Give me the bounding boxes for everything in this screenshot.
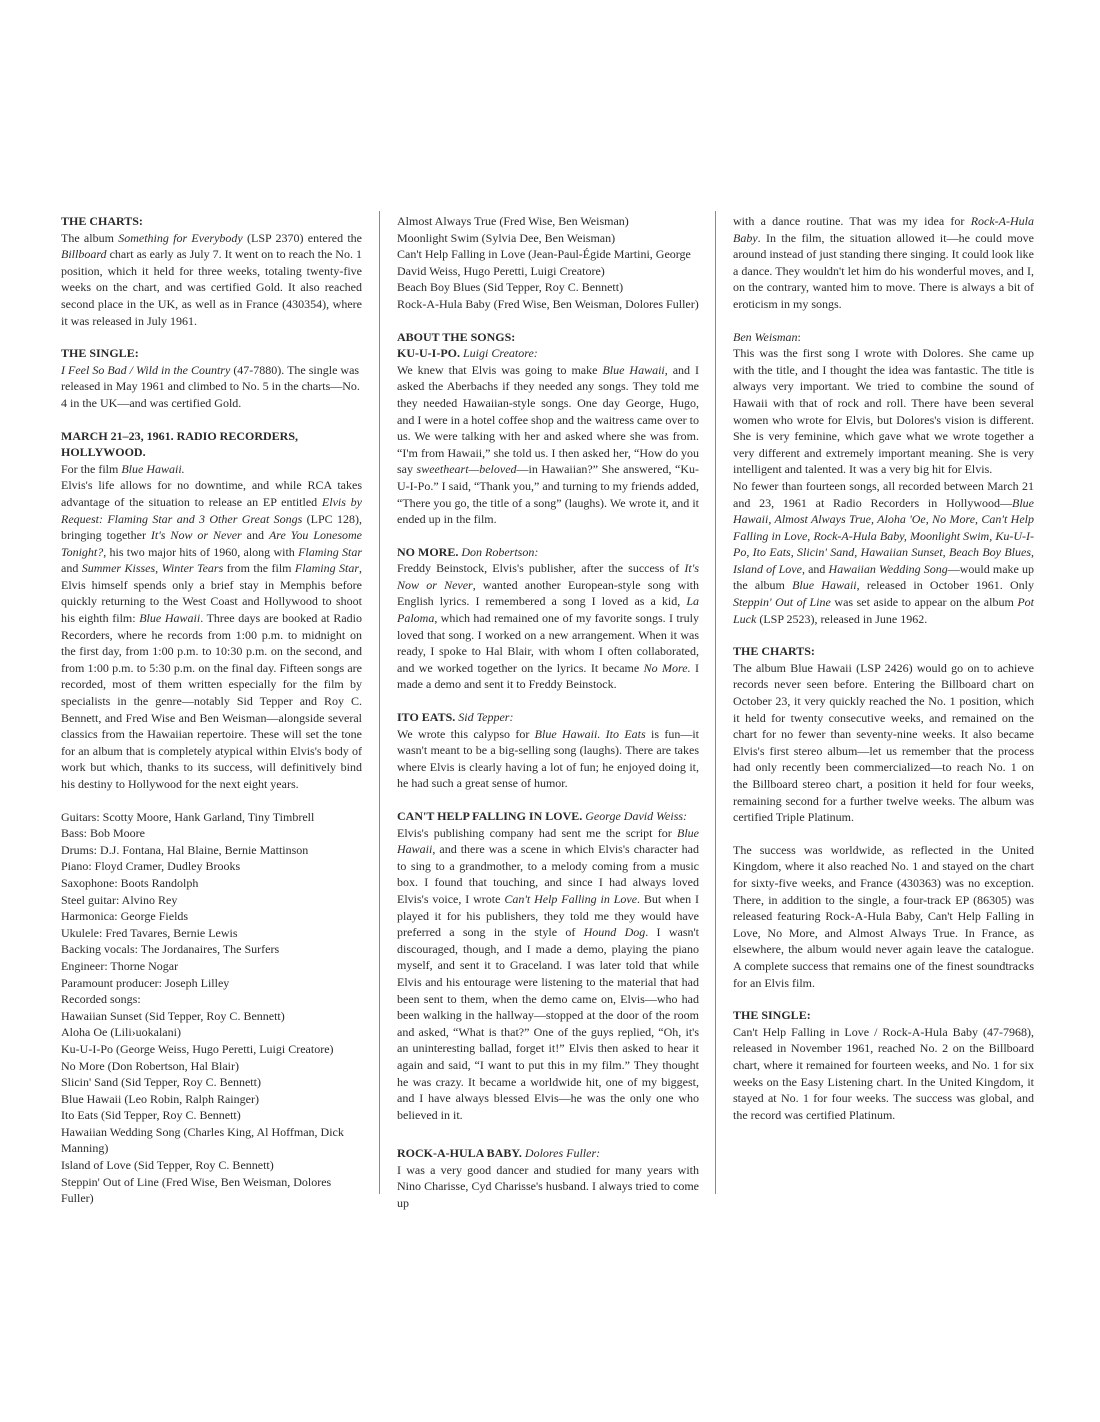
song-title: CAN'T HELP FALLING IN LOVE. bbox=[397, 809, 583, 823]
paragraph: We wrote this calypso for Blue Hawaii. Ito Eats is fun—it wasn't meant to be a big-selling song (laughs). There are takes where Elvis is clearly having a lot of fun; he enjoyed doing it, he had such a great sense of humor. bbox=[397, 726, 700, 791]
paragraph: The success was worldwide, as reflected in the United Kingdom, where it also reached No. 1 and stayed on the chart for sixty-five weeks, and France (430363) was no exception. There, in addition to the single, a four-track EP (86305) was released featuring Rock-A-Hula Baby, Can't Help Falling in Love, No More, and Almost Always True. In France, as elsewhere, the album would never again leave the catalogue. A complete success that remains one of the finest soundtracks for an Elvis film. bbox=[733, 842, 1034, 990]
song-author: Sid Tepper: bbox=[458, 710, 514, 725]
paragraph: with a dance routine. That was my idea for Rock-A-Hula Baby. In the film, the situation allowed it—he could move around instead of just standing there singing. It could look like a dance. They wouldn't let him do his wonderful moves, and I, on the contrary, wanted him to move. There is always a bit of eroticism in my songs. bbox=[733, 214, 1034, 311]
song-list bbox=[397, 213, 699, 313]
list-line: Can't Help Falling in Love (Jean-Paul-Égide Martini, George David Weiss, Hugo Peretti, Luigi Creatore) bbox=[397, 247, 691, 278]
section-heading: ABOUT THE SONGS: bbox=[397, 329, 516, 344]
column-3 bbox=[733, 213, 1034, 1123]
list-line: Steel guitar: Alvino Rey bbox=[61, 892, 178, 907]
list-line: Island of Love (Sid Tepper, Roy C. Bennett) bbox=[61, 1158, 274, 1173]
list-line: Paramount producer: Joseph Lilley bbox=[61, 975, 230, 990]
song-title: NO MORE. bbox=[397, 544, 459, 559]
list-line: Slicin' Sand (Sid Tepper, Roy C. Bennett) bbox=[61, 1075, 261, 1090]
song-heading bbox=[397, 808, 699, 825]
list-line: Ukulele: Fred Tavares, Bernie Lewis bbox=[61, 925, 238, 940]
song-heading bbox=[397, 544, 699, 561]
song-heading bbox=[397, 1145, 699, 1162]
paragraph: No fewer than fourteen songs, all recorded between March 21 and 23, 1961 at Radio Recorders in Hollywood—Blue Hawaii, Almost Always True, Aloha 'Oe, No More, Can't Help Falling in Love, Rock-A-Hula Baby, Moonlight Swim, Ku-U-I-Po, Ito Eats, Slicin' Sand, Hawaiian Sunset, Beach Boy Blues, Island of Love, and Hawaiian Wedding Song—would make up the album Blue Hawaii, released in October 1961. Only Steppin' Out of Line was set aside to appear on the album Pot Luck (LSP 2523), released in June 1962. bbox=[733, 478, 1035, 626]
list-line: Hawaiian Sunset (Sid Tepper, Roy C. Bennett) bbox=[61, 1008, 285, 1023]
section-heading: THE SINGLE: bbox=[61, 346, 139, 361]
song-heading bbox=[397, 709, 699, 726]
list-line: Recorded songs: bbox=[61, 992, 141, 1007]
song-title: ROCK-A-HULA BABY. bbox=[397, 1146, 522, 1161]
list-line: Aloha Oe (Lili›uokalani) bbox=[61, 1025, 181, 1040]
list-line: Moonlight Swim (Sylvia Dee, Ben Weisman) bbox=[397, 230, 616, 245]
list-line: Almost Always True (Fred Wise, Ben Weisman) bbox=[397, 214, 629, 228]
speaker-name: Ben Weisman bbox=[733, 329, 798, 344]
list-line: Drums: D.J. Fontana, Hal Blaine, Bernie Mattinson bbox=[61, 842, 309, 857]
list-line: Steppin' Out of Line (Fred Wise, Ben Weisman, Dolores Fuller) bbox=[61, 1174, 332, 1206]
paragraph: The album Something for Everybody (LSP 2370) entered the Billboard chart as early as July 7. It went on to reach the No. 1 position, which it held for three weeks, totaling twenty-five weeks on the chart, and was certified Gold. It also reached second place in the UK, as well as in France (430354), where it was released in July 1961. bbox=[61, 230, 362, 328]
credits-list bbox=[61, 809, 362, 1207]
song-author: Dolores Fuller: bbox=[524, 1146, 601, 1161]
list-line: Guitars: Scotty Moore, Hank Garland, Tiny Timbrell bbox=[61, 809, 315, 824]
list-line: No More (Don Robertson, Hal Blair) bbox=[61, 1058, 239, 1073]
list-line: Rock-A-Hula Baby (Fred Wise, Ben Weisman, Dolores Fuller) bbox=[397, 296, 699, 311]
column-1 bbox=[61, 213, 362, 1207]
section-heading: MARCH 21–23, 1961. RADIO RECORDERS, HOLLYWOOD. bbox=[61, 428, 299, 460]
column-2 bbox=[397, 213, 699, 1212]
song-title: KU-U-I-PO. bbox=[397, 346, 460, 361]
list-line: Backing vocals: The Jordanaires, The Surfers bbox=[61, 942, 280, 957]
paragraph: Can't Help Falling in Love / Rock-A-Hula Baby (47-7968), released in November 1961, reached No. 2 on the Billboard chart, where it remained for fourteen weeks, and No. 1 for six weeks on the Easy Listening chart. In the United Kingdom, it stayed at No. 1 for four weeks. The success was global, and the record was certified Platinum. bbox=[733, 1024, 1034, 1122]
list-line: Blue Hawaii (Leo Robin, Ralph Rainger) bbox=[61, 1091, 259, 1106]
list-line: Beach Boy Blues (Sid Tepper, Roy C. Bennett) bbox=[397, 280, 624, 295]
song-title: ITO EATS. bbox=[397, 710, 456, 725]
list-line: Piano: Floyd Cramer, Dudley Brooks bbox=[61, 859, 241, 874]
column-divider bbox=[379, 211, 380, 1194]
paragraph: Elvis's publishing company had sent me the script for Blue Hawaii, and there was a scene in which Elvis's character had to sing to a grandmother, to a melody coming from a music box. I found that touching, and since I had always loved Elvis's voice, I wrote Can't Help Falling in Love. But when I played it for his publishers, they told me they would have preferred a song in the style of Hound Dog. I wasn't discouraged, though, and I made a demo, playing the piano myself, and sent it to Graceland. I was later told that while Elvis and his entourage were listening to the material that had been sent to them, when the demo came on, Elvis—who had been walking in the hallway—stopped at the door of the room and asked, “What is that?” One of the guys replied, “Oh, it's an uninteresting ballad, forget it!” Elvis then asked to hear it again and said, “I want to put this in my film.” They thought he was crazy. It became a worldwide hit, one of my biggest, and I have always blessed Elvis—he was the only one who believed in it. bbox=[397, 825, 699, 1122]
section-heading: THE CHARTS: bbox=[61, 214, 143, 228]
song-author: Don Robertson: bbox=[461, 544, 539, 559]
list-line: Ito Eats (Sid Tepper, Roy C. Bennett) bbox=[61, 1108, 241, 1123]
paragraph: We knew that Elvis was going to make Blue Hawaii, and I asked the Aberbachs if they needed any songs. They told me they needed Hawaiian-style songs. One day George, Hugo, and I were in a hotel coffee shop and the waitress came over to us. We were talking with her and asked where she was from. “I'm from Hawaii,” she told us. I then asked her, “How do you say sweetheart—beloved—in Hawaiian?” She answered, “Ku-U-I-Po.” I said, “Thank you,” and turning to my friends added, “There you go, the title of a song” (laughs). We wrote it, and it ended up in the film. bbox=[397, 362, 700, 527]
list-line: Harmonica: George Fields bbox=[61, 909, 189, 924]
song-author: George David Weiss: bbox=[585, 809, 688, 823]
song-heading bbox=[397, 345, 699, 362]
paragraph: Freddy Beinstock, Elvis's publisher, after the success of It's Now or Never, wanted another European-style song with English lyrics. I remembered a song I loved as a kid, La Paloma, which had remained one of my favorite songs. I truly loved that song. I worked on a new arrangement. When it was ready, I spoke to Hal Blair, with whom I often collaborated, and we worked together on the lyrics. It became No More. I made a demo and sent it to Freddy Beinstock. bbox=[397, 561, 699, 692]
list-line: Ku-U-I-Po (George Weiss, Hugo Peretti, Luigi Creatore) bbox=[61, 1041, 334, 1056]
paragraph: The album Blue Hawaii (LSP 2426) would go on to achieve records never seen before. Entering the Billboard chart on October 23, it very quickly reached the No. 1 position, which it held for twenty consecutive weeks, and remained on the chart for no fewer than seventy-nine weeks. It also became Elvis's first stereo album—let us remember that the process had only recently been commercialized—to reach No. 1 on the Billboard stereo chart, a position it held for four weeks, remaining second for a further twelve weeks. The album was certified Triple Platinum. bbox=[733, 660, 1034, 825]
speaker-heading: Ben Weisman: bbox=[733, 329, 801, 344]
list-line: Bass: Bob Moore bbox=[61, 826, 145, 841]
list-line: Saxophone: Boots Randolph bbox=[61, 875, 199, 890]
film-line: For the film Blue Hawaii. bbox=[61, 461, 185, 476]
section-heading: THE SINGLE: bbox=[733, 1008, 811, 1023]
column-divider bbox=[715, 211, 716, 1194]
paragraph: I Feel So Bad / Wild in the Country (47-7880). The single was released in May 1961 and climbed to No. 5 in the charts—No. 4 in the UK—and was certified Gold. bbox=[61, 362, 360, 410]
list-line: Hawaiian Wedding Song (Charles King, Al Hoffman, Dick Manning) bbox=[61, 1124, 344, 1156]
list-line: Engineer: Thorne Nogar bbox=[61, 958, 179, 973]
paragraph: Elvis's life allows for no downtime, and while RCA takes advantage of the situation to release an EP entitled Elvis by Request: Flaming Star and 3 Other Great Songs (LPC 128), bringing together It's Now or Never and Are You Lonesome Tonight?, his two major hits of 1960, along with Flaming Star and Summer Kisses, Winter Tears from the film Flaming Star, Elvis himself spends only a brief stay in Memphis before quickly returning to the West Coast and Hollywood to shoot his eighth film: Blue Hawaii. Three days are booked at Radio Recorders, where he records from 1:00 p.m. to midnight on the first day, from 1:00 p.m. to 10:30 p.m. on the second, and from 1:00 p.m. to 5:30 p.m. on the final day. Fifteen songs are recorded, most of them written especially for the film by specialists in the genre—notably Sid Tepper and Roy C. Bennett, and Fred Wise and Ben Weisman—alongside several classics from the Hawaiian repertoire. These will set the tone for an album that is completely atypical within Elvis's body of work but which, thanks to its success, will definitively bind his destiny to Hollywood for the next eight years. bbox=[61, 478, 363, 791]
paragraph: I was a very good dancer and studied for many years with Nino Charisse, Cyd Charisse's husband. I always tried to come up bbox=[397, 1162, 699, 1211]
paragraph: This was the first song I wrote with Dolores. She came up with the title, and I thought the idea was fantastic. The title is always very important. We tried to combine the sound of Hawaii with that of rock and roll. There have been several women who wrote for Elvis, but Dolores's vision is different. She is very feminine, which gave what we wrote together a very different and extremely important meaning. She is very intelligent and talented. It was a very big hit for Elvis. bbox=[733, 346, 1034, 477]
section-heading: THE CHARTS: bbox=[733, 644, 815, 659]
song-author: Luigi Creatore: bbox=[463, 346, 538, 361]
